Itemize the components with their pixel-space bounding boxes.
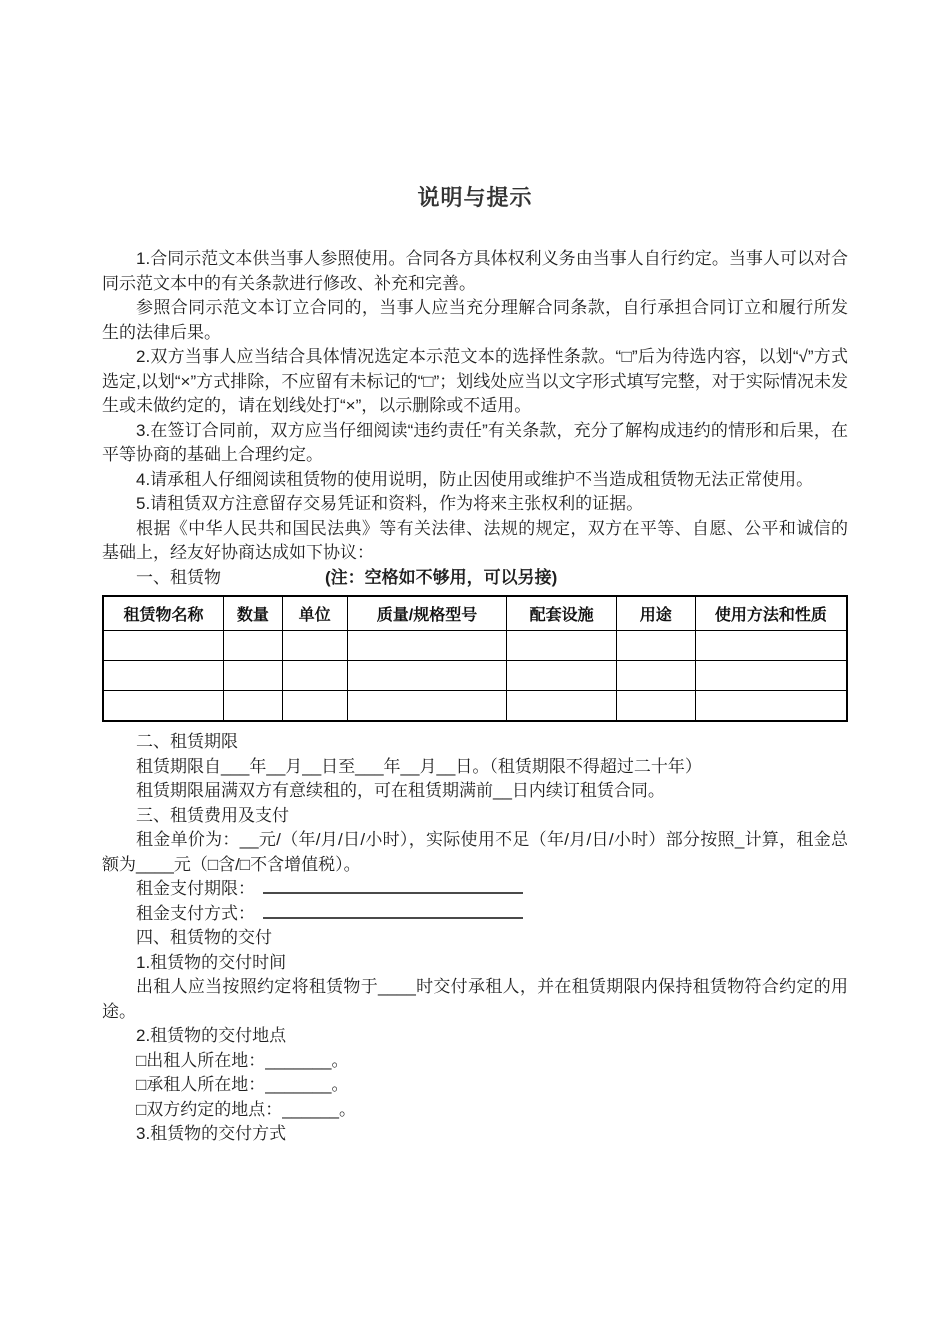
intro-paragraph-4: 3.在签订合同前，双方应当仔细阅读“违约责任”有关条款，充分了解构成违约的情形和后果，在平等协商的基础上合理约定。 <box>102 420 848 464</box>
table-row <box>103 691 847 722</box>
delivery-time-heading: 1.租赁物的交付时间 <box>136 952 287 972</box>
table-cell <box>103 691 224 722</box>
table-header-spec: 质量/规格型号 <box>347 596 507 631</box>
section-lease-heading: 一、租赁物 <box>136 567 221 587</box>
section-lease-heading-line <box>102 566 848 591</box>
table-cell <box>347 661 507 691</box>
intro-paragraph-6: 5.请租赁双方注意留存交易凭证和资料，作为将来主张权利的证据。 <box>136 494 644 513</box>
delivery-place-option-lessor: □出租人所在地：_______。 <box>136 1050 349 1070</box>
table-header-purpose: 用途 <box>616 596 695 631</box>
table-cell <box>695 661 847 691</box>
lease-table-body <box>103 631 847 722</box>
table-cell <box>507 631 616 661</box>
table-cell <box>224 661 283 691</box>
delivery-place-heading: 2.租赁物的交付地点 <box>136 1026 287 1045</box>
lease-items-table <box>102 595 848 722</box>
table-cell <box>507 691 616 722</box>
intro-paragraph-5: 4.请承租人仔细阅读租赁物的使用说明，防止因使用或维护不当造成租赁物无法正常使用。 <box>136 469 814 489</box>
payment-method-label: 租金支付方式： <box>136 903 255 923</box>
table-cell <box>507 661 616 691</box>
payment-term-line <box>102 877 848 902</box>
table-header-quantity: 数量 <box>224 596 283 631</box>
delivery-place-option-lessee: □承租人所在地：_______。 <box>136 1075 349 1094</box>
table-cell <box>616 661 695 691</box>
payment-term-blank-underline <box>263 877 523 894</box>
table-cell <box>103 631 224 661</box>
delivery-method-heading: 3.租赁物的交付方式 <box>136 1124 287 1143</box>
term-dates-line: 租赁期限自___年__月__日至___年__月__日。（租赁期限不得超过二十年） <box>136 756 702 776</box>
payment-method-line <box>102 902 848 927</box>
table-cell <box>347 631 507 661</box>
fees-unit-price-paragraph: 租金单价为：__元/（年/月/日/小时），实际使用不足（年/月/日/小时）部分按照_计算，租金总额为____元（□含/□不含增值税）。 <box>102 830 848 874</box>
term-renewal-line: 租赁期限届满双方有意续租的，可在租赁期满前__日内续订租赁合同。 <box>136 781 665 800</box>
table-cell <box>103 661 224 691</box>
payment-term-label: 租金支付期限： <box>136 879 255 898</box>
table-cell <box>282 691 347 722</box>
table-header-facilities: 配套设施 <box>507 596 616 631</box>
intro-paragraph-1: 1.合同示范文本供当事人参照使用。合同各方具体权利义务由当事人自行约定。当事人可以对合同示范文本中的有关条款进行修改、补充和完善。 <box>102 249 848 293</box>
section-term-heading: 二、租赁期限 <box>136 732 238 751</box>
table-cell <box>347 691 507 722</box>
table-cell <box>282 661 347 691</box>
table-cell <box>695 631 847 661</box>
table-cell <box>224 691 283 722</box>
table-cell <box>282 631 347 661</box>
intro-paragraph-3: 2.双方当事人应当结合具体情况选定本示范文本的选择性条款。“□”后为待选内容，以划“√”方式选定,以划“×”方式排除，不应留有未标记的“□”；划线处应当以文字形式填写完整，对于实际情况未发生或未做约定的，请在划线处打“×”，以示删除或不适用。 <box>102 347 848 415</box>
table-cell <box>616 631 695 661</box>
lease-note: (注：空格如不够用，可以另接) <box>325 567 558 587</box>
section-fees-heading: 三、租赁费用及支付 <box>136 805 289 825</box>
payment-method-blank-underline <box>263 902 523 919</box>
table-cell <box>695 691 847 722</box>
table-cell <box>616 691 695 722</box>
table-header-row <box>103 596 847 631</box>
delivery-place-option-agreed: □双方约定的地点：______。 <box>136 1099 356 1119</box>
table-row <box>103 661 847 691</box>
table-header-unit: 单位 <box>282 596 347 631</box>
intro-paragraph-2: 参照合同示范文本订立合同的，当事人应当充分理解合同条款，自行承担合同订立和履行所发生的法律后果。 <box>102 298 848 342</box>
table-row <box>103 631 847 661</box>
section-delivery-heading: 四、租赁物的交付 <box>136 928 272 947</box>
page-title: 说明与提示 <box>417 185 533 210</box>
intro-paragraph-7: 根据《中华人民共和国民法典》等有关法律、法规的规定，双方在平等、自愿、公平和诚信的基础上，经友好协商达成如下协议： <box>102 518 848 562</box>
delivery-time-paragraph: 出租人应当按照约定将租赁物于____时交付承租人，并在租赁期限内保持租赁物符合约定的用途。 <box>102 977 848 1021</box>
table-header-item-name: 租赁物名称 <box>103 596 224 631</box>
table-cell <box>224 631 283 661</box>
table-header-usage: 使用方法和性质 <box>695 596 847 631</box>
